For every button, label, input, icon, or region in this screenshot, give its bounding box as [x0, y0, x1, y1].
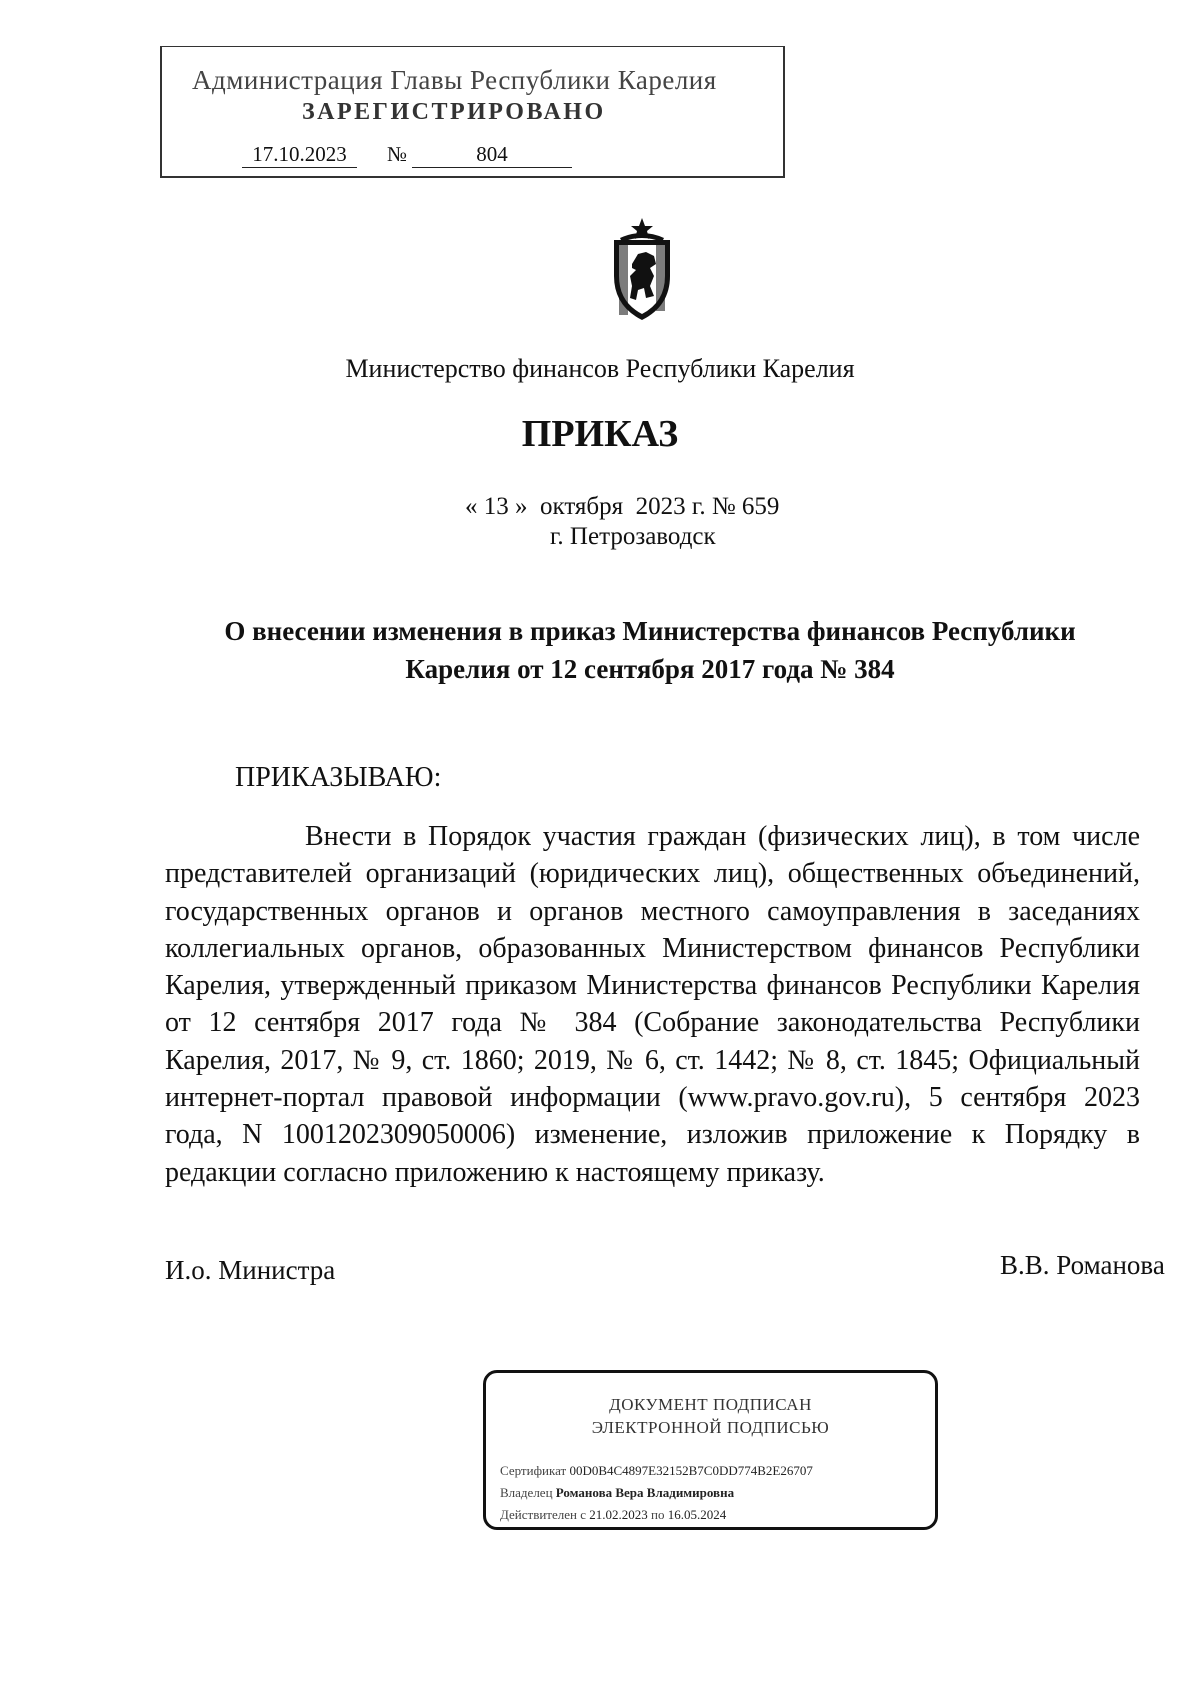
- ministry-name: Министерство финансов Республики Карелия: [345, 354, 855, 383]
- order-city: г. Петрозаводск: [550, 523, 716, 550]
- document-type-title: ПРИКАЗ: [521, 413, 679, 455]
- esig-heading-line1: ДОКУМЕНТ ПОДПИСАН: [609, 1395, 812, 1414]
- esig-certificate-value: 00D0B4C4897E32152B7C0DD774B2E26707: [569, 1463, 813, 1478]
- esig-certificate-label: Сертификат: [500, 1463, 567, 1478]
- esig-valid-to: 16.05.2024: [667, 1507, 727, 1522]
- signatory-title: И.о. Министра: [165, 1255, 336, 1285]
- order-date-number: « 13 » октября 2023 г. № 659: [465, 493, 780, 520]
- registration-stamp-status: ЗАРЕГИСТРИРОВАНО: [302, 99, 606, 125]
- order-subject-line2: Карелия от 12 сентября 2017 года № 384: [405, 654, 895, 684]
- esig-validity-row: [500, 1507, 726, 1523]
- order-subject: [190, 612, 1110, 688]
- esig-certificate-row: [500, 1463, 813, 1479]
- electronic-signature-stamp: [483, 1370, 938, 1530]
- registration-number-sign: №: [387, 142, 408, 166]
- directive-heading: ПРИКАЗЫВАЮ:: [235, 762, 442, 793]
- esig-valid-to-label: по: [651, 1507, 665, 1522]
- registration-number: 804: [412, 142, 572, 168]
- esig-owner-row: [500, 1485, 734, 1501]
- esig-validity-label: Действителен с: [500, 1507, 586, 1522]
- registration-stamp-organization: Администрация Главы Республики Карелия: [192, 65, 717, 95]
- order-body-paragraph: Внести в Порядок участия граждан (физических лиц), в том числе представителей организаций (юридических лиц), общественных объединений, государственных органов и органов местного самоуправления в заседаниях коллегиальных органов, образованных Министерством финансов Республики Карелия, утвержденный приказом Министерства финансов Республики Карелия от 12 сентября 2017 года № 384 (Собрание законодательства Республики Карелия, 2017, № 9, ст. 1860; 2019, № 6, ст. 1442; № 8, ст. 1845; Официальный интернет-портал правовой информации (www.pravo.gov.ru), 5 сентября 2023 года, N 1001202309050006) изменение, изложив приложение к Порядку в редакции согласно приложению к настоящему приказу.: [165, 821, 1140, 1188]
- esig-valid-from: 21.02.2023: [589, 1507, 648, 1522]
- karelia-coat-of-arms-icon: [600, 216, 684, 324]
- esig-owner-label: Владелец: [500, 1485, 553, 1500]
- esig-heading-line2: ЭЛЕКТРОННОЙ ПОДПИСЬЮ: [591, 1418, 830, 1437]
- order-subject-line1: О внесении изменения в приказ Министерства финансов Республики: [224, 616, 1076, 646]
- registration-date: 17.10.2023: [242, 142, 357, 168]
- signatory-name: В.В. Романова: [1000, 1250, 1165, 1280]
- esig-owner-value: Романова Вера Владимировна: [555, 1485, 735, 1500]
- registration-stamp: [160, 46, 785, 178]
